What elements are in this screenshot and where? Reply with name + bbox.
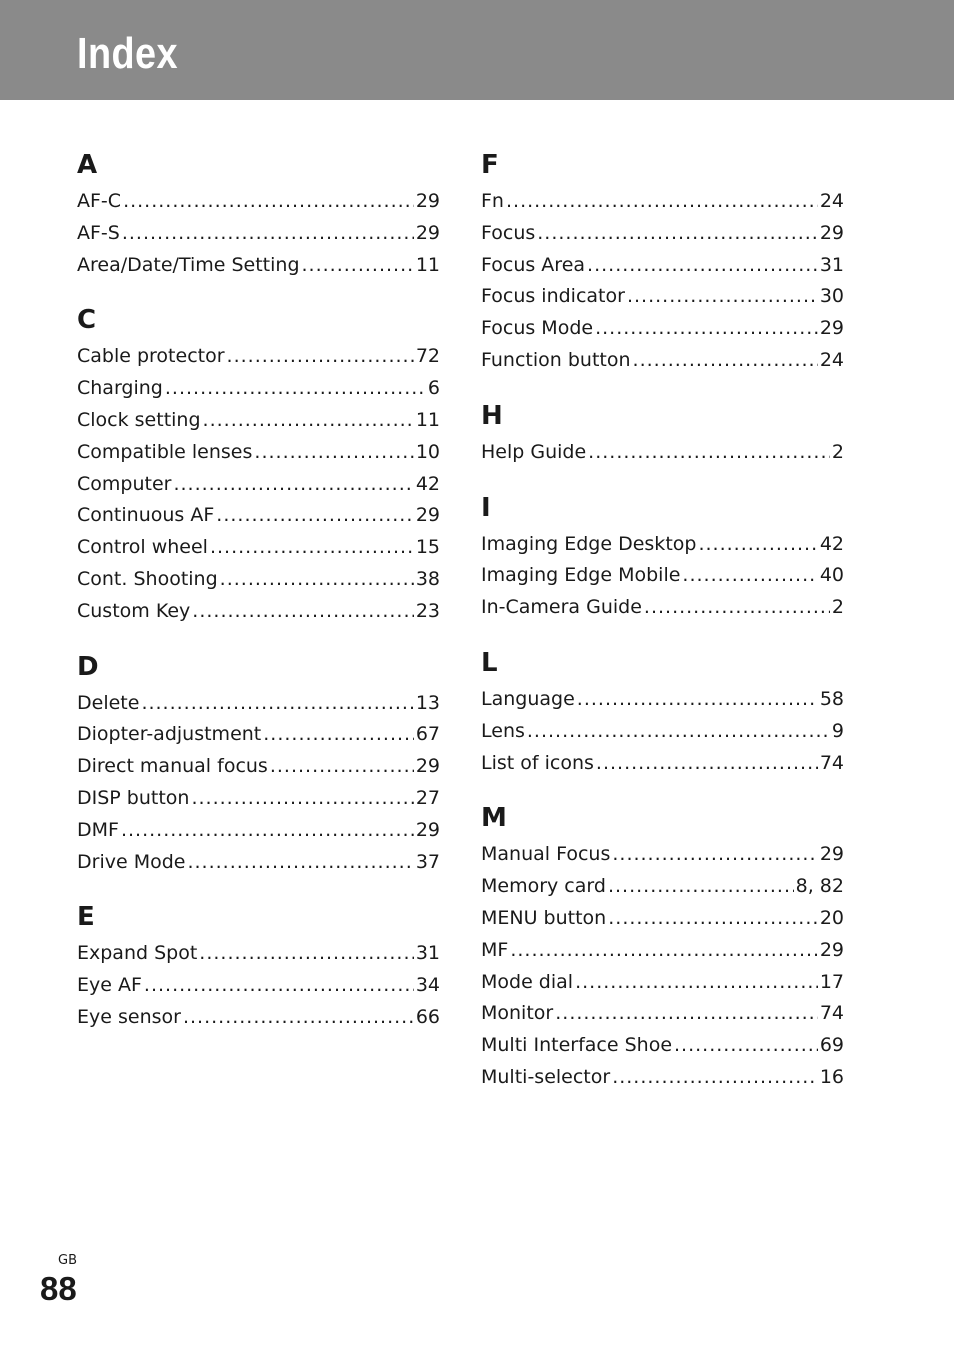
index-entry: [77, 405, 440, 437]
dot-leader: [263, 719, 414, 751]
index-entry: [481, 592, 844, 624]
index-entry: [77, 469, 440, 501]
index-entry: [481, 1030, 844, 1062]
dot-leader: [577, 684, 818, 716]
dot-leader: [121, 815, 414, 847]
dot-leader: [587, 250, 818, 282]
dot-leader: [141, 688, 413, 720]
entry-page: 15: [415, 536, 440, 559]
index-entry: [481, 967, 844, 999]
entry-term: Delete: [77, 691, 140, 714]
index-section-a: [77, 146, 440, 281]
entry-page: 29: [415, 221, 440, 244]
index-entry: [77, 532, 440, 564]
index-entry: [481, 684, 844, 716]
index-entry: [77, 688, 440, 720]
index-entry: [481, 345, 844, 377]
section-letter: L: [481, 647, 498, 678]
index-section-m: [481, 799, 844, 1093]
index-entry: [77, 751, 440, 783]
entry-term: Computer: [77, 472, 172, 495]
entry-page: 29: [415, 504, 440, 527]
dot-leader: [203, 405, 414, 437]
entry-term: Manual Focus: [481, 843, 611, 866]
index-entry: [481, 529, 844, 561]
entry-page: 66: [415, 1005, 440, 1028]
entry-term: DISP button: [77, 786, 190, 809]
index-entry: [481, 748, 844, 780]
index-section-h: [481, 397, 844, 469]
entry-page: 40: [819, 564, 844, 587]
entry-term: Imaging Edge Desktop: [481, 532, 697, 555]
entry-term: MENU button: [481, 906, 607, 929]
dot-leader: [682, 560, 817, 592]
entry-page: 2: [831, 596, 844, 619]
section-letter: D: [77, 651, 99, 682]
index-entry: [77, 783, 440, 815]
entry-term: AF-C: [77, 190, 122, 212]
dot-leader: [608, 903, 818, 935]
entry-page: 72: [415, 345, 440, 368]
entry-page: 29: [415, 755, 440, 778]
entry-page: 17: [819, 970, 844, 993]
entry-page: 27: [415, 786, 440, 809]
entry-term: Charging: [77, 377, 163, 400]
index-header-bar: [0, 0, 954, 100]
entry-page: 31: [415, 942, 440, 965]
entry-term: Continuous AF: [77, 504, 215, 527]
entry-page: 11: [415, 408, 440, 431]
dot-leader: [644, 592, 830, 624]
index-entry: [481, 998, 844, 1030]
index-entry: [481, 218, 844, 250]
entry-term: Custom Key: [77, 599, 191, 622]
entry-term: Lens: [481, 719, 525, 742]
entry-term: Imaging Edge Mobile: [481, 564, 681, 587]
index-entry: [481, 250, 844, 282]
entry-page: 38: [415, 567, 440, 590]
entry-term: Focus Mode: [481, 317, 594, 340]
entry-page: 16: [819, 1065, 844, 1088]
entry-term: Drive Mode: [77, 850, 186, 873]
dot-leader: [192, 596, 414, 628]
entry-term: Help Guide: [481, 440, 587, 463]
section-letter: F: [481, 150, 499, 180]
entry-page: 8, 82: [795, 875, 844, 898]
entry-page: 31: [819, 253, 844, 276]
dot-leader: [510, 935, 817, 967]
dot-leader: [165, 373, 426, 405]
dot-leader: [698, 529, 817, 561]
dot-leader: [674, 1030, 818, 1062]
entry-term: In-Camera Guide: [481, 596, 642, 619]
index-entry: [77, 437, 440, 469]
entry-term: Expand Spot: [77, 942, 198, 965]
entry-term: AF-S: [77, 221, 120, 244]
entry-page: 6: [427, 377, 440, 400]
index-entry: [77, 500, 440, 532]
dot-leader: [122, 218, 414, 250]
dot-leader: [183, 1002, 414, 1034]
entry-page: 10: [415, 440, 440, 463]
entry-page: 42: [819, 532, 844, 555]
index-entry: [77, 719, 440, 751]
entry-page: 29: [819, 843, 844, 866]
index-entry: [77, 186, 440, 218]
entry-page: 9: [831, 719, 844, 742]
index-entry: [77, 1002, 440, 1034]
index-entry: [77, 815, 440, 847]
index-entry: [77, 341, 440, 373]
entry-page: 29: [819, 221, 844, 244]
entry-term: Eye AF: [77, 974, 142, 997]
dot-leader: [527, 716, 830, 748]
index-entry: [77, 564, 440, 596]
dot-leader: [216, 500, 414, 532]
section-letter: M: [481, 803, 507, 834]
entry-term: Eye sensor: [77, 1005, 181, 1028]
index-column-left: [77, 146, 440, 1054]
index-entry: [481, 186, 844, 218]
entry-page: 42: [415, 472, 440, 495]
dot-leader: [575, 967, 818, 999]
dot-leader: [144, 970, 414, 1002]
index-section-l: [481, 644, 844, 779]
entry-page: 69: [819, 1034, 844, 1057]
entry-page: 67: [415, 723, 440, 746]
entry-page: 74: [819, 751, 844, 774]
entry-page: 23: [415, 599, 440, 622]
entry-term: MF: [481, 938, 509, 961]
index-section-e: [77, 898, 440, 1033]
entry-term: Direct manual focus: [77, 755, 268, 778]
index-entry: [77, 970, 440, 1002]
entry-page: 29: [415, 818, 440, 841]
dot-leader: [608, 871, 794, 903]
dot-leader: [270, 751, 414, 783]
language-code: GB: [58, 1253, 77, 1268]
index-entry: [77, 218, 440, 250]
index-section-i: [481, 489, 844, 624]
dot-leader: [627, 281, 818, 313]
index-entry: [77, 938, 440, 970]
section-letter: H: [481, 400, 503, 431]
dot-leader: [506, 186, 818, 218]
index-entry: [77, 250, 440, 282]
dot-leader: [123, 186, 414, 218]
index-section-c: [77, 301, 440, 627]
index-entry: [481, 871, 844, 903]
dot-leader: [612, 1062, 818, 1094]
index-column-right: [481, 146, 844, 1114]
index-section-d: [77, 648, 440, 879]
entry-term: Focus Area: [481, 253, 586, 276]
entry-term: Cont. Shooting: [77, 567, 218, 590]
dot-leader: [537, 218, 818, 250]
entry-page: 29: [819, 938, 844, 961]
index-entry: [481, 935, 844, 967]
dot-leader: [191, 783, 413, 815]
entry-term: Language: [481, 687, 575, 710]
index-entry: [77, 596, 440, 628]
index-entry: [481, 281, 844, 313]
dot-leader: [210, 532, 414, 564]
dot-leader: [227, 341, 414, 373]
section-letter: C: [77, 305, 97, 336]
entry-term: DMF: [77, 818, 119, 841]
dot-leader: [555, 998, 818, 1030]
index-entry: [481, 560, 844, 592]
index-entry: [77, 373, 440, 405]
entry-term: Focus: [481, 221, 536, 244]
index-entry: [481, 313, 844, 345]
entry-term: Mode dial: [481, 970, 574, 993]
dot-leader: [187, 847, 413, 879]
index-entry: [77, 847, 440, 879]
index-entry: [481, 437, 844, 469]
index-entry: [481, 716, 844, 748]
entry-term: Diopter-adjustment: [77, 723, 262, 746]
index-entry: [481, 903, 844, 935]
entry-term: Multi Interface Shoe: [481, 1034, 673, 1057]
entry-page: 34: [415, 974, 440, 997]
dot-leader: [199, 938, 414, 970]
dot-leader: [595, 313, 818, 345]
dot-leader: [220, 564, 414, 596]
entry-page: 29: [819, 317, 844, 340]
index-entry: [481, 1062, 844, 1094]
entry-term: Compatible lenses: [77, 440, 253, 463]
dot-leader: [588, 437, 830, 469]
section-letter: A: [77, 150, 98, 180]
entry-page: 24: [819, 190, 844, 212]
page-title: Index: [77, 29, 178, 78]
entry-page: 74: [819, 1002, 844, 1025]
section-letter: E: [77, 902, 95, 933]
dot-leader: [612, 839, 817, 871]
entry-term: Clock setting: [77, 408, 201, 431]
index-section-f: [481, 146, 844, 377]
entry-page: 13: [415, 691, 440, 714]
entry-page: 2: [831, 440, 844, 463]
entry-page: 37: [415, 850, 440, 873]
entry-term: Multi-selector: [481, 1065, 611, 1088]
entry-page: 29: [415, 190, 440, 212]
entry-term: Memory card: [481, 875, 606, 898]
entry-term: Area/Date/Time Setting: [77, 253, 300, 276]
entry-page: 24: [819, 348, 844, 371]
entry-term: Monitor: [481, 1002, 554, 1025]
dot-leader: [173, 469, 413, 501]
dot-leader: [302, 250, 414, 282]
page-number: 88: [40, 1270, 77, 1307]
entry-term: List of icons: [481, 751, 594, 774]
index-entry: [481, 839, 844, 871]
entry-page: 11: [415, 253, 440, 276]
entry-page: 30: [819, 285, 844, 308]
entry-term: Fn: [481, 190, 504, 212]
section-letter: I: [481, 492, 491, 523]
dot-leader: [633, 345, 818, 377]
entry-term: Function button: [481, 348, 631, 371]
dot-leader: [254, 437, 413, 469]
entry-page: 20: [819, 906, 844, 929]
dot-leader: [596, 748, 818, 780]
entry-term: Control wheel: [77, 536, 208, 559]
entry-page: 58: [819, 687, 844, 710]
entry-term: Cable protector: [77, 345, 225, 368]
entry-term: Focus indicator: [481, 285, 625, 308]
